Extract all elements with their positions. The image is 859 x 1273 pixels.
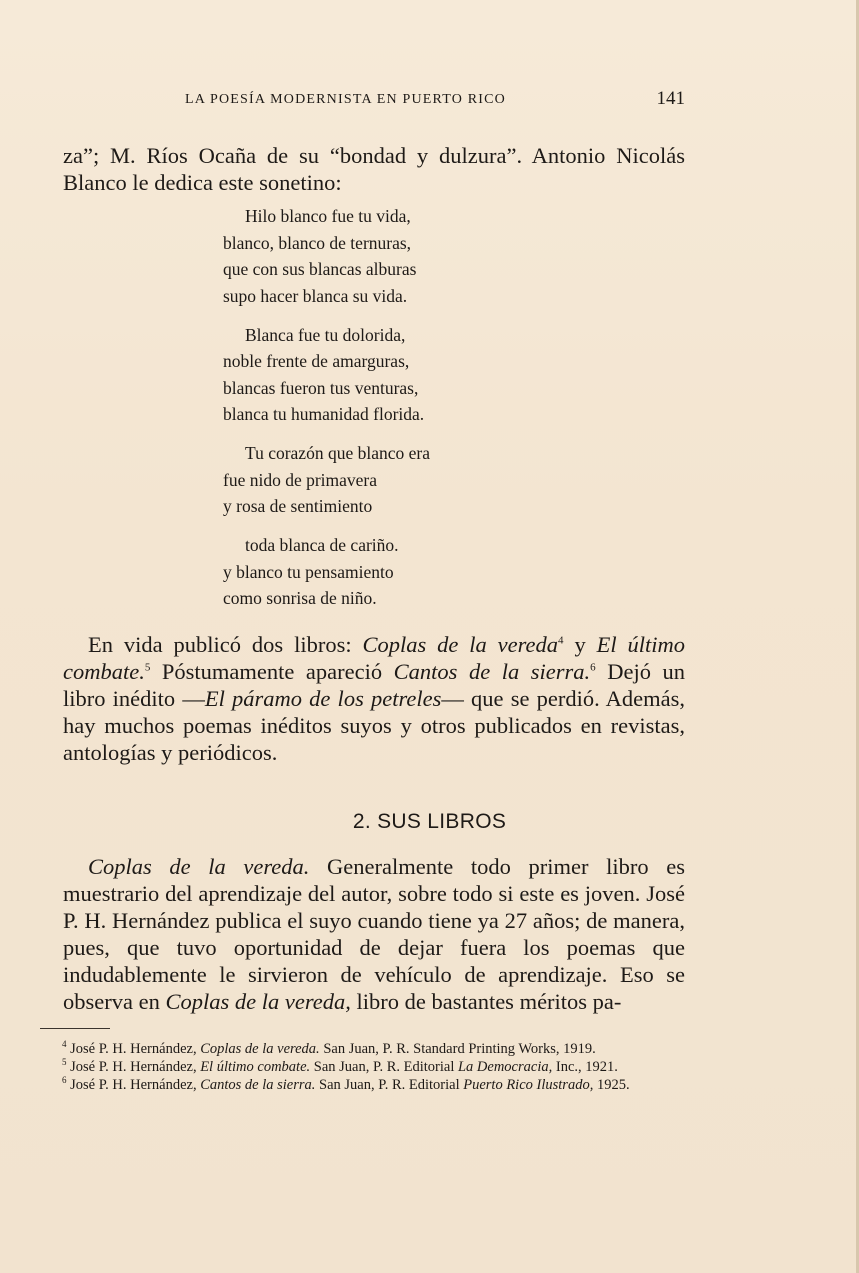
book-title: Cantos de la sierra.: [200, 1077, 316, 1093]
running-head: [185, 88, 685, 116]
poem-line: blancas fueron tus venturas,: [223, 377, 419, 398]
footnote-divider: [40, 1028, 110, 1029]
poem-line: como sonrisa de niño.: [223, 588, 377, 608]
text-run: José P. H. Hernández,: [70, 1041, 201, 1057]
poem-line: noble frente de amarguras,: [223, 351, 410, 371]
running-head-title: LA POESÍA MODERNISTA EN PUERTO RICO: [185, 92, 506, 107]
book-title: Coplas de la vereda: [362, 632, 559, 657]
poem-stanza-3: [223, 440, 430, 520]
book-title: El último combate.: [200, 1059, 311, 1075]
text-run: y: [563, 632, 597, 657]
footnote-ref: 4: [558, 634, 564, 647]
poem-line: Blanca fue tu dolorida,: [245, 324, 406, 345]
paragraph-publications: [63, 631, 685, 766]
poem-line: que con sus blancas alburas: [223, 259, 417, 279]
publisher-name: La Democracia,: [457, 1059, 553, 1075]
poem-line: fue nido de primavera: [223, 469, 378, 490]
poem-line: y rosa de sentimiento: [223, 496, 373, 516]
book-title: El páramo de los petreles: [204, 686, 442, 711]
paragraph-intro: za”; M. Ríos Ocaña de su “bondad y dulzura”. Antonio Nicolás Blanco le dedica este sonetino:: [63, 143, 685, 195]
book-title: El último combate.: [63, 632, 685, 684]
text-run: Dejó un libro inédito —: [63, 659, 685, 711]
footnotes: [40, 1040, 685, 1094]
book-title: Coplas de la vereda,: [165, 989, 351, 1014]
book-title: Coplas de la vereda.: [88, 854, 310, 879]
text-run: José P. H. Hernández,: [70, 1077, 201, 1093]
text-run: Inc., 1921.: [552, 1059, 618, 1075]
page-number: 141: [656, 88, 685, 109]
poem-line: Tu corazón que blanco era: [245, 443, 430, 463]
poem-stanza-2: [223, 322, 430, 428]
poem-stanza-1: [223, 203, 430, 309]
footnote-number: 4: [62, 1039, 67, 1050]
text-run: libro de bastantes méritos pa-: [350, 989, 622, 1014]
text-run: — que se perdió. Además, hay muchos poemas inéditos suyos y otros publicados en revistas, antologías y periódicos.: [63, 686, 685, 765]
publisher-name: Puerto Rico Ilustrado,: [463, 1077, 594, 1093]
section-heading: 2. SUS LIBROS: [352, 810, 507, 833]
poem-line: Hilo blanco fue tu vida,: [245, 206, 411, 226]
footnote-number: 5: [62, 1057, 67, 1068]
footnote-4: [40, 1040, 685, 1058]
text-run: Póstumamente apareció: [150, 659, 394, 684]
footnote-ref: 5: [144, 661, 151, 674]
footnote-5: [40, 1058, 685, 1076]
footnote-6: [40, 1076, 685, 1094]
poem-line: blanco, blanco de ternuras,: [223, 232, 412, 253]
book-title: Coplas de la vereda.: [200, 1041, 320, 1057]
footnote-number: 6: [62, 1075, 67, 1086]
poem-line: toda blanca de cariño.: [245, 535, 399, 555]
text-run: San Juan, P. R. Standard Printing Works, 1919.: [319, 1041, 596, 1057]
text-run: José P. H. Hernández,: [70, 1059, 201, 1075]
footnote-ref: 6: [590, 661, 596, 674]
text-run: 1925.: [593, 1077, 630, 1093]
poem-line: blanca tu humanidad florida.: [223, 404, 425, 424]
poem-line: supo hacer blanca su vida.: [223, 285, 408, 306]
poem-line: y blanco tu pensamiento: [223, 561, 394, 582]
text-run: San Juan, P. R. Editorial: [310, 1059, 458, 1075]
text-run: En vida publicó dos libros:: [88, 632, 363, 657]
sonetino-poem: [223, 203, 430, 624]
text-run: San Juan, P. R. Editorial: [315, 1077, 464, 1093]
poem-stanza-4: [223, 532, 430, 612]
book-title: Cantos de la sierra.: [393, 659, 591, 684]
text-run: Generalmente todo primer libro es muestrario del aprendizaje del autor, sobre todo si este es joven. José P. H. Hernández publica el suyo cuando tiene ya 27 años; de manera, pues, que tuvo oportunidad de dejar fuera los poemas que indudablemente le sirvieron de vehículo de aprendizaje. Eso se observa en: [63, 854, 685, 1014]
paragraph-coplas: [63, 853, 685, 1015]
